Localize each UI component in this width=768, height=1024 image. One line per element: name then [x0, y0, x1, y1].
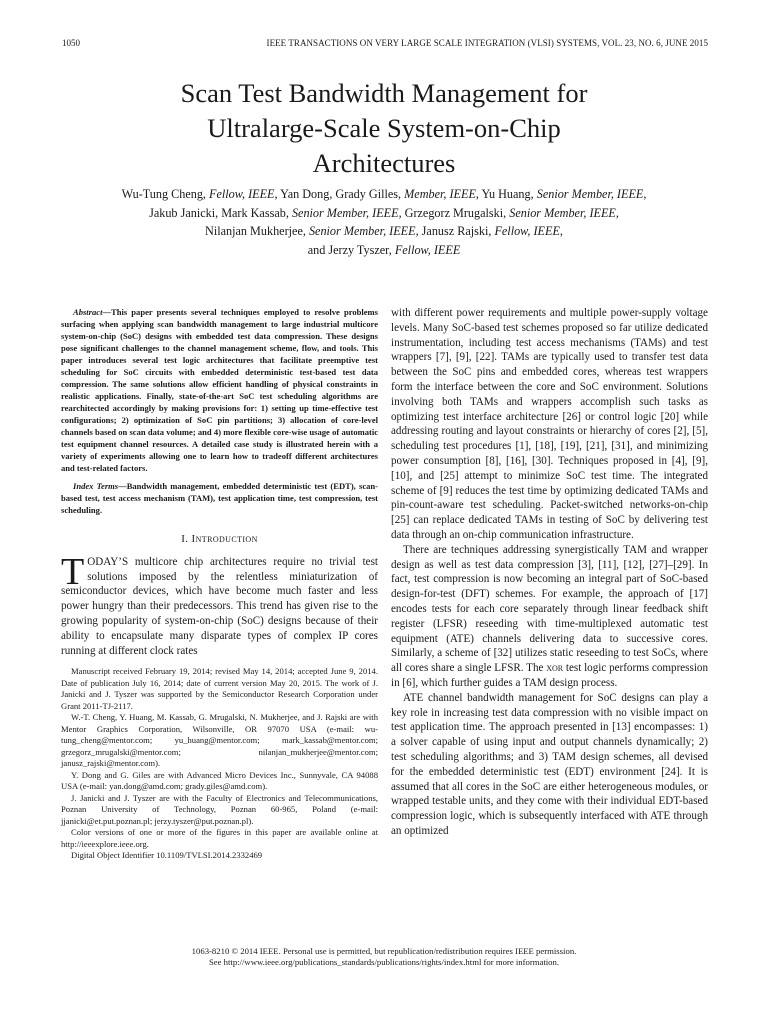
dropcap: T	[61, 550, 85, 593]
copyright-line-1: 1063-8210 © 2014 IEEE. Personal use is permitted, but republication/redistribution requires IEEE permission.	[191, 946, 577, 956]
copyright-notice	[0, 946, 768, 968]
author-list	[40, 185, 728, 259]
title-line-3: Architectures	[312, 148, 456, 178]
page-number: 1050	[62, 38, 80, 48]
copyright-line-2: See http://www.ieee.org/publications_standards/publications/rights/index.html for more information.	[208, 957, 560, 967]
authors-line-1: Wu-Tung Cheng, Fellow, IEEE, Yan Dong, Grady Gilles, Member, IEEE, Yu Huang, Senior Member, IEEE,	[121, 187, 647, 201]
right-para-1: with different power requirements and multiple power-supply voltage levels. Many SoC-based test schemes proposed so far utilize dedicated instrumentation, including test access mechanisms (TAMs) and test wrappers [7], [9], [22]. TAMs are typically used to transfer test data between the SoC pins and embedded cores, whereas test wrappers form the interface between the core and SoC environment. Solutions involving both TAMs and wrappers accomplish such tasks as optimizing test interface architecture [26] or control logic [20] while addressing routing and layout constraints or hierarchy of cores [2], [5], scheduling test procedures [1], [18], [19], [21], [31], and minimizing power consumption [8], [16], [30]. Techniques proposed in [4], [9], [10], and [25] attempt to minimize SoC test time. The integrated scheme of [9] reduces the test time by optimizing dedicated TAMs and pin-count-aware test scheduling. Packet-switched networks-on-chip [25] can replace dedicated TAMs in testing of SoC by delivering test data through an on-chip communication infrastructure.	[391, 307, 708, 541]
intro-text: ODAY’S multicore chip architectures require no trivial test solutions imposed by the relentless miniaturization of semiconductor devices, which have become much faster and less power hungry than their predecessors. This trend has given rise to the growing popularity of system-on-chip (SoC) designs because of their ability to encapsulate many disparate types of complex IP cores running at different clock rates	[61, 555, 378, 657]
paper-title	[0, 76, 768, 181]
index-terms-label: Index Terms	[73, 481, 119, 491]
left-column	[61, 306, 378, 862]
abstract: Abstract—This paper presents several techniques employed to resolve problems surfacing when applying scan bandwidth management to large industrial multicore system-on-chip (SoC) designs with embedded test data compression. These designs pose significant challenges to the channel management scheme, flow, and tools. This paper introduces several test logic architectures that facilitate preemptive test scheduling for SoC circuits with embedded deterministic test-based test data compression. The same solutions allow efficient handling of physical constraints in realistic applications. Finally, state-of-the-art SoC test scheduling algorithms are rearchitected accordingly by making provisions for: 1) setting up time-effective test configurations; 2) optimization of SoC pin partitions; 3) allocation of core-level channels based on scan data volume; and 4) more flexible core-wise usage of automatic test equipment channel resources. A detailed case study is illustrated herein with a variety of experiments allowing one to learn how to tradeoff different architectures and test-related factors.	[61, 307, 378, 473]
intro-paragraph	[61, 550, 378, 659]
footnote-color: Color versions of one or more of the figures in this paper are available online at http://ieeexplore.ieee.org.	[61, 827, 378, 849]
authors-line-2: Jakub Janicki, Mark Kassab, Senior Member, IEEE, Grzegorz Mrugalski, Senior Member, IEEE,	[149, 205, 619, 220]
authors-line-3: Nilanjan Mukherjee, Senior Member, IEEE, Janusz Rajski, Fellow, IEEE,	[205, 224, 563, 238]
footnote-doi: Digital Object Identifier 10.1109/TVLSI.2014.2332469	[71, 850, 263, 861]
title-line-1: Scan Test Bandwidth Management for	[180, 78, 588, 108]
index-terms-text: Bandwidth management, embedded deterministic test (EDT), scan-based test, test access mechanism (TAM), test application time, test compression, test scheduling.	[61, 481, 378, 515]
footnote-amd: Y. Dong and G. Giles are with Advanced Micro Devices Inc., Sunnyvale, CA 94088 USA (e-mail: yan.dong@amd.com; grady.giles@amd.com).	[61, 769, 378, 792]
footnote-mentor: W.-T. Cheng, Y. Huang, M. Kassab, G. Mrugalski, N. Mukherjee, and J. Rajski are with Mentor Graphics Corporation, Wilsonville, OR 97070 USA (e-mail: wu-tung_cheng@mentor.com; yu_huang@mentor.com; mark_kassab@mentor.com; grzegorz_mrugalski@mentor.com; nilanjan_mukherjee@mentor.com; janusz_rajski@mentor.com).	[61, 712, 378, 769]
journal-header: IEEE TRANSACTIONS ON VERY LARGE SCALE INTEGRATION (VLSI) SYSTEMS, VOL. 23, NO. 6, JUNE 2015	[266, 38, 708, 48]
authors-line-4: and Jerzy Tyszer, Fellow, IEEE	[307, 242, 461, 257]
xor-term: xor	[546, 662, 564, 675]
right-column	[391, 306, 708, 839]
section-heading: I. Introduction	[181, 533, 258, 545]
right-para-3: ATE channel bandwidth management for SoC designs can play a key role in increasing test data compression with no visible impact on test application time. The approach presented in [13] encompasses: 1) a solver capable of using input and output channels dynamically; 2) test scheduling algorithms; and 3) TAM design schemes, all devised for the embedded deterministic test (EDT) environment [24]. It is assumed that all cores in the SoC are either heterogeneous modules, or wrapped testable units, and they come with their individual EDT-based compression logic, which is subsequently interfaced with ATE through an optimized	[391, 691, 708, 837]
abstract-text: This paper presents several techniques employed to resolve problems surfacing when applying scan bandwidth management to large industrial multicore system-on-chip (SoC) designs with embedded test data compression. These designs pose significant challenges to the channel management scheme, flow, and tools. This paper introduces several test logic architectures that facilitate preemptive test scheduling for SoC circuits with embedded deterministic test-based test data compression. The same solutions allow efficient handling of physical constraints in realistic applications. Finally, state-of-the-art SoC test scheduling algorithms are rearchitected accordingly by making provisions for: 1) setting up time-effective test configurations; 2) optimization of SoC pin partitions; 3) allocation of core-level channels based on scan data volume; and 4) more flexible core-wise usage of automatic test equipment channel resources. A detailed case study is illustrated herein with a variety of experiments allowing one to learn how to tradeoff different architectures and test-related factors.	[61, 307, 378, 473]
index-terms: Index Terms—Bandwidth management, embedded deterministic test (EDT), scan-based test, test access mechanism (TAM), test application time, test compression, test scheduling.	[61, 481, 378, 515]
footnotes	[61, 666, 378, 862]
footnote-manuscript: Manuscript received February 19, 2014; revised May 14, 2014; accepted June 9, 2014. Date of publication July 16, 2014; date of current version May 20, 2015. The work of J. Janicki and J. Tyszer was supported by the Semiconductor Research Corporation under Grant 2011-TJ-2117.	[61, 666, 378, 711]
title-line-2: Ultralarge-Scale System-on-Chip	[207, 113, 561, 143]
abstract-label: Abstract	[73, 307, 103, 317]
right-para-2: There are techniques addressing synergistically TAM and wrapper design as well as test data compression [3], [11], [12], [27]–[29]. In fact, test compression is now becoming an integral part of SoC-based design-for-test (DFT) schemes. For example, the approach of [17] encodes tests for each core separately through linear feedback shift register (LFSR) reseeding with time-multiplexed automatic test equipment (ATE) channels delivering data to successive cores. Similarly, a scheme of [32] utilizes static reseeding to test SoCs, where all cores share a single LFSR. The xor test logic performs compression in [6], which further guides a TAM design process.	[391, 543, 708, 689]
footnote-poznan: J. Janicki and J. Tyszer are with the Faculty of Electronics and Telecommunications, Poznan University of Technology, Poznan 60-965, Poland (e-mail: jjanicki@et.put.poznan.pl; jerzy.tyszer@put.poznan.pl).	[61, 792, 378, 826]
